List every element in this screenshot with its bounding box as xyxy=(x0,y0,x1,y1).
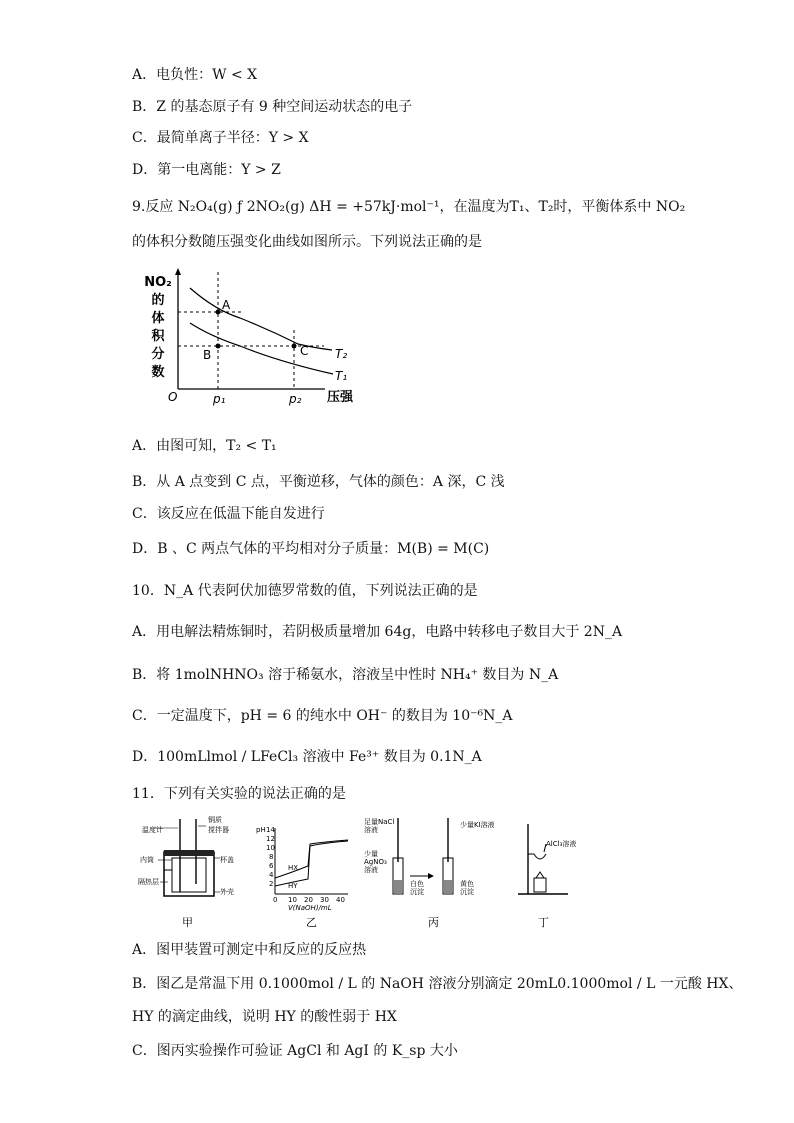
option-8d: D．第一电离能：Y > Z xyxy=(132,162,281,178)
svg-text:分: 分 xyxy=(151,347,165,362)
curve-t2 xyxy=(190,288,332,350)
figure-jia xyxy=(138,815,234,929)
svg-text:沉淀: 沉淀 xyxy=(460,888,474,896)
point-c xyxy=(292,344,297,349)
option-10c: C．一定温度下，pH = 6 的纯水中 OH⁻ 的数目为 10⁻⁶N_A xyxy=(132,708,513,724)
svg-text:12: 12 xyxy=(266,835,275,843)
svg-text:足量NaCl: 足量NaCl xyxy=(364,818,395,826)
svg-text:AlCl₃溶液: AlCl₃溶液 xyxy=(546,840,577,848)
svg-text:20: 20 xyxy=(304,896,313,904)
x-axis-label: 压强 xyxy=(327,390,354,405)
option-11a: A．图甲装置可测定中和反应的反应热 xyxy=(132,942,367,958)
figure-bing xyxy=(364,817,495,929)
svg-text:体: 体 xyxy=(151,311,165,326)
svg-text:4: 4 xyxy=(269,871,274,879)
option-9a: A．由图可知，T₂ < T₁ xyxy=(132,438,277,454)
svg-text:30: 30 xyxy=(320,896,329,904)
figure-yi xyxy=(256,826,348,929)
option-9d: D．B 、C 两点气体的平均相对分子质量：M(B) = M(C) xyxy=(132,541,490,557)
option-8c: C．最简单离子半径：Y > X xyxy=(132,130,309,146)
svg-text:溶液: 溶液 xyxy=(364,866,378,874)
svg-text:内筒: 内筒 xyxy=(140,856,154,864)
question-11-stem: 11．下列有关实验的说法正确的是 xyxy=(132,786,346,802)
svg-text:2: 2 xyxy=(269,880,274,888)
svg-text:NO₂: NO₂ xyxy=(144,275,172,290)
curve-t1 xyxy=(190,323,333,374)
svg-text:溶液: 溶液 xyxy=(364,826,378,834)
svg-text:搅拌器: 搅拌器 xyxy=(208,826,229,834)
svg-text:B: B xyxy=(203,348,212,362)
svg-text:0: 0 xyxy=(273,896,278,904)
point-b xyxy=(216,344,221,349)
figure-11-apparatus xyxy=(138,814,588,932)
svg-text:10: 10 xyxy=(266,844,275,852)
svg-text:8: 8 xyxy=(269,853,274,861)
svg-text:少量: 少量 xyxy=(364,850,378,858)
y-axis-label xyxy=(144,275,172,380)
svg-text:HY: HY xyxy=(288,882,298,890)
option-10d: D．100mLlmol / LFeCl₃ 溶液中 Fe³⁺ 数目为 0.1N_A xyxy=(132,749,482,765)
figure-ding xyxy=(518,824,576,929)
svg-text:温度计: 温度计 xyxy=(142,826,163,834)
option-9b: B．从 A 点变到 C 点，平衡逆移，气体的颜色：A 深，C 浅 xyxy=(132,474,505,490)
svg-text:积: 积 xyxy=(151,329,165,344)
tick-p1: p₁ xyxy=(213,392,226,406)
label-t1: T₁ xyxy=(335,369,348,383)
svg-text:pH: pH xyxy=(256,826,266,834)
svg-text:AgNO₃: AgNO₃ xyxy=(364,858,387,866)
question-9-stem: 9.反应 N₂O₄(g) ƒ 2NO₂(g) ΔH = +57kJ·mol⁻¹，在温度为T₁、T₂时，平衡体系中 NO₂ xyxy=(132,199,686,215)
tick-p2: p₂ xyxy=(289,392,302,406)
svg-text:沉淀: 沉淀 xyxy=(410,888,424,896)
svg-text:10: 10 xyxy=(288,896,297,904)
svg-text:丙: 丙 xyxy=(428,916,439,929)
svg-text:少量KI溶液: 少量KI溶液 xyxy=(460,821,495,829)
question-9-stem-2: 的体积分数随压强变化曲线如图所示。下列说法正确的是 xyxy=(132,234,482,250)
option-10a: A．用电解法精炼铜时，若阴极质量增加 64g，电路中转移电子数目大于 2N_A xyxy=(132,624,623,640)
svg-text:铜质: 铜质 xyxy=(208,816,222,824)
svg-text:的: 的 xyxy=(151,293,165,308)
svg-text:隔热层: 隔热层 xyxy=(138,878,159,886)
origin-label: O xyxy=(168,390,178,404)
svg-text:杯盖: 杯盖 xyxy=(220,856,234,864)
question-10-stem: 10．N_A 代表阿伏加德罗常数的值，下列说法正确的是 xyxy=(132,583,478,599)
figure-9-chart xyxy=(140,268,370,408)
label-t2: T₂ xyxy=(335,347,348,361)
option-10b: B．将 1molNHNO₃ 溶于稀氨水，溶液呈中性时 NH₄⁺ 数目为 N_A xyxy=(132,667,559,683)
svg-text:6: 6 xyxy=(269,862,274,870)
svg-text:HX: HX xyxy=(288,864,299,872)
svg-text:V(NaOH)/mL: V(NaOH)/mL xyxy=(288,904,332,912)
svg-text:40: 40 xyxy=(336,896,345,904)
svg-text:白色: 白色 xyxy=(410,880,424,888)
svg-text:丁: 丁 xyxy=(538,916,549,929)
option-11b: B．图乙是常温下用 0.1000mol / L 的 NaOH 溶液分别滴定 20mL0.1000mol / L 一元酸 HX、 xyxy=(132,976,743,992)
svg-text:外壳: 外壳 xyxy=(220,888,234,896)
point-a xyxy=(216,310,221,315)
svg-text:C: C xyxy=(300,344,309,358)
option-11c: C．图丙实验操作可验证 AgCl 和 AgI 的 K_sp 大小 xyxy=(132,1043,458,1059)
svg-text:黄色: 黄色 xyxy=(460,880,474,888)
option-9c: C．该反应在低温下能自发进行 xyxy=(132,506,325,522)
svg-text:14: 14 xyxy=(266,826,275,834)
svg-text:乙: 乙 xyxy=(306,916,317,929)
option-11b-cont: HY 的滴定曲线，说明 HY 的酸性弱于 HX xyxy=(132,1009,397,1025)
svg-text:甲: 甲 xyxy=(182,916,193,929)
option-8b: B．Z 的基态原子有 9 种空间运动状态的电子 xyxy=(132,99,413,115)
option-8a: A．电负性：W < X xyxy=(132,67,258,83)
svg-text:A: A xyxy=(222,298,231,312)
svg-text:数: 数 xyxy=(151,365,165,380)
